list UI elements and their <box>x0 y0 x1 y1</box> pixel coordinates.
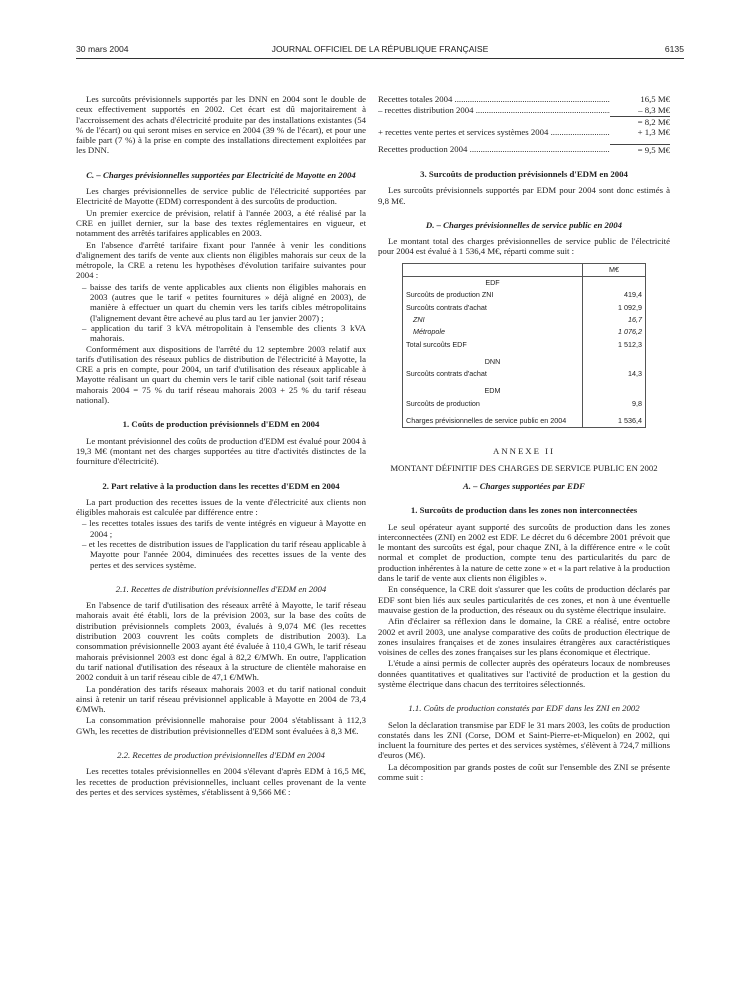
subsection-heading: 2.1. Recettes de distribution prévisionnelles d'EDM en 2004 <box>115 583 327 594</box>
calc-row: Recettes production 2004 ..... = 9,5 M€ <box>378 144 670 155</box>
calc-row: – recettes distribution 2004 ..... – 8,3 M€ <box>378 105 670 116</box>
header-rule <box>76 58 684 59</box>
paragraph: Conformément aux dispositions de l'arrêté du 12 septembre 2003 relatif aux tarifs d'utilisation des réseaux publics de distribution de l'électricité à Mayotte, la CRE a pris en compte, pour 2004, un tarif d'utilisation des réseaux applicable à Mayotte réalisant un quart du chemin vers le tarif cible national (soit tarif réseau mahorais 2004 = 75 % du tarif réseau mahorais 2003 + 25 % du tarif réseau national). <box>76 343 366 406</box>
table-row: Surcoûts de production ZNI 419,4 <box>403 289 646 301</box>
hypotheses-list <box>76 282 366 344</box>
header-page-number: 6135 <box>664 44 684 54</box>
list-item: – application du tarif 3 kVA métropolitain à l'ensemble des clients 3 kVA mahorais. <box>82 322 366 344</box>
paragraph: La pondération des tarifs réseaux mahorais 2003 et du tarif national conduit ainsi à retenir un tarif réseau prévisionnel applicable à Mayotte en 2004 de 73,4 €/MWh. <box>76 683 366 715</box>
table-row: DNN <box>403 351 646 368</box>
table-row: Métropole 1 076,2 <box>403 326 646 338</box>
table-row: EDM <box>403 380 646 397</box>
receipts-calculation <box>378 94 670 155</box>
section-heading: A. – Charges supportées par EDF <box>462 480 586 491</box>
table-row: Surcoûts contrats d'achat 1 092,9 <box>403 302 646 314</box>
annex-heading: ANNEXE II <box>493 446 555 457</box>
paragraph: La décomposition par grands postes de coût sur l'ensemble des ZNI se présente comme suit : <box>378 761 670 783</box>
paragraph: L'étude a ainsi permis de collecter auprès des opérateurs locaux de nombreuses données quantitatives et qualitatives sur l'activité de production et la gestion du système électrique dans chacun des territoires sélectionnés. <box>378 658 670 689</box>
table-row: Charges prévisionnelles de service public en 2004 1 536,4 <box>403 410 646 428</box>
annex-title: MONTANT DÉFINITIF DES CHARGES DE SERVICE PUBLIC EN 2002 <box>390 462 658 473</box>
paragraph: En l'absence d'arrêté tarifaire fixant pour l'année à venir les conditions d'alignement des tarifs de vente aux clients non éligibles mahorais sur ceux de la métropole, la CRE a retenu les hypothèses d'évolution tarifaire suivantes pour 2004 : <box>76 239 366 281</box>
section-heading: C. – Charges prévisionnelles supportées par Electricité de Mayotte en 2004 <box>86 169 356 180</box>
table-row: Surcoûts contrats d'achat 14,3 <box>403 368 646 380</box>
paragraph: Le seul opérateur ayant supporté des surcoûts de production dans les zones interconnectées (ZNI) en 2002 est EDF. Le décret du 6 décembre 2001 prévoit que le montant des surcoûts est égal, pour chaque ZNI, à la différence entre « le coût normal et complet de production, compte tenu des particularités du parc de production inhérentes à la nature de cette zone » et « la part relative à la production dans le tarif de vente aux clients non éligibles ». <box>378 521 670 584</box>
paragraph: Le montant prévisionnel des coûts de production d'EDM est évalué pour 2004 à 19,3 M€ (montant net des charges supportées au titre d'activités distinctes de la fourniture d'électricité). <box>76 435 366 467</box>
right-column <box>378 94 670 783</box>
table-row: Surcoûts de production 9,8 <box>403 398 646 410</box>
paragraph: En l'absence de tarif d'utilisation des réseaux arrêté à Mayotte, le tarif réseau mahorais avait été établi, lors de la prévision 2003, sur la base des coûts de distribution prévisionnels complets 2003, évalués à 9,074 M€ (les recettes distribution 2003 couvrent les coûts complets de distribution 2003). La consommation prévisionnelle 2003 ayant été évaluée à 110,4 GWh, le tarif réseau mahorais prévisionnel 2003 est donc égal à 82,2 €/MWh. En outre, l'application du tarif national d'utilisation des réseaux à la structure de clientèle mahoraise en 2002 conduit à un tarif réseau cible de 47,1 €/MWh. <box>76 600 366 683</box>
paragraph: Les surcoûts prévisionnels supportés par EDM pour 2004 sont donc estimés à 9,8 M€. <box>378 185 670 206</box>
table-row: EDF <box>403 277 646 290</box>
header-journal-title: JOURNAL OFFICIEL DE LA RÉPUBLIQUE FRANÇAISE <box>271 44 489 54</box>
left-column <box>76 94 366 798</box>
subsection-heading: 2.2. Recettes de production prévisionnelles d'EDM en 2004 <box>117 750 325 761</box>
table-row: M€ <box>403 263 646 276</box>
calc-row: = 8,2 M€ <box>378 116 670 127</box>
paragraph: Les surcoûts prévisionnels supportés par les DNN en 2004 sont le double de ceux effectivement supportés en 2002. Cet écart est dû majoritairement à l'accroissement des achats d'électricité produite par des installations existantes (54 % de l'écart) ou qui seront mises en service en 2004 (39 % de l'écart), et pour une faible part (7 %) à la prise en compte des installations directement exploitées par les DNN. <box>76 94 366 156</box>
section-heading: 1. Coûts de production prévisionnels d'EDM en 2004 <box>122 419 320 430</box>
header-date: 30 mars 2004 <box>76 44 129 54</box>
paragraph: Le montant total des charges prévisionnelles de service public de l'électricité pour 2004 est évalué à 1 536,4 M€, réparti comme suit : <box>378 236 670 257</box>
table-row: Total surcoûts EDF 1 512,3 <box>403 339 646 351</box>
section-heading: 3. Surcoûts de production prévisionnels d'EDM en 2004 <box>420 169 628 179</box>
page-header <box>76 44 684 58</box>
paragraph: Un premier exercice de prévision, relatif à l'année 2003, a été réalisé par la CRE en juillet dernier, sur la base des textes réglementaires en vigueur, et notamment des arrêtés tarifaires applicables en 2003. <box>76 207 366 239</box>
paragraph: Les charges prévisionnelles de service public de l'électricité supportées par Electricité de Mayotte (EDM) correspondent à des surcoûts de production. <box>76 186 366 207</box>
section-heading: D. – Charges prévisionnelles de service public en 2004 <box>425 219 623 230</box>
paragraph: Selon la déclaration transmise par EDF le 31 mars 2003, les coûts de production constatés dans les ZNI (Corse, DOM et Saint-Pierre-et-Miquelon) en 2002, qui incluent la fourniture des pertes et des services systèmes, s'élèvent à 724,7 millions d'euros (M€). <box>378 719 670 761</box>
table-row: ZNI 16,7 <box>403 314 646 326</box>
paragraph: La part production des recettes issues de la vente d'électricité aux clients non éligibles mahorais est calculée par différence entre : <box>76 496 366 518</box>
list-item: – les recettes totales issues des tarifs de vente intégrés en vigueur à Mayotte en 2004 ; <box>82 518 366 539</box>
list-item: – et les recettes de distribution issues de l'application du tarif réseau applicable à Mayotte pour l'année 2004, diminuées des recettes issues de la vente des pertes et des services système. <box>82 538 366 570</box>
calc-row: Recettes totales 2004 ..... 16,5 M€ <box>378 94 670 105</box>
paragraph: Les recettes totales prévisionnelles en 2004 s'élevant d'après EDM à 16,5 M€, les recettes de production prévisionnelles, incluant celles provenant de la vente des pertes et des services systèmes, s'établissent à 9,566 M€ : <box>76 766 366 797</box>
calc-row: + recettes vente pertes et services systèmes 2004 ..... + 1,3 M€ <box>378 127 670 138</box>
section-heading: 1. Surcoûts de production dans les zones non interconnectées <box>410 505 638 516</box>
list-item: – baisse des tarifs de vente applicables aux clients non éligibles mahorais en 2003 (autres que le tarif « petites fournitures » déjà aligné en 2003), de manière à effectuer un quart du chemin vers les tarifs cibles métropolitains (l'alignement devant être achevé au plus tard au 1er janvier 2007) ; <box>82 281 366 323</box>
subsection-heading: 1.1. Coûts de production constatés par EDF dans les ZNI en 2002 <box>408 703 640 714</box>
receipts-list <box>76 518 366 569</box>
section-heading: 2. Part relative à la production dans les recettes d'EDM en 2004 <box>102 480 340 491</box>
paragraph: En conséquence, la CRE doit s'assurer que les coûts de production déclarés par EDF sont bien liés aux seules particularités de ces zones, et non à une éventuelle mauvaise gestion de la production, des réseaux ou du système électrique insulaire. <box>378 584 670 615</box>
paragraph: Afin d'éclairer sa réflexion dans le domaine, la CRE a réalisé, entre octobre 2002 et avril 2003, une analyse comparative des coûts de production électrique de zones insulaires françaises et de zones insulaires étrangères aux caractéristiques voisines de celles des zones françaises sur les plans économique et électrique. <box>378 616 670 658</box>
charges-table <box>402 263 646 429</box>
paragraph: La consommation prévisionnelle mahoraise pour 2004 s'établissant à 112,3 GWh, les recettes de distribution prévisionnelles d'EDM sont évaluées à 8,3 M€. <box>76 715 366 736</box>
